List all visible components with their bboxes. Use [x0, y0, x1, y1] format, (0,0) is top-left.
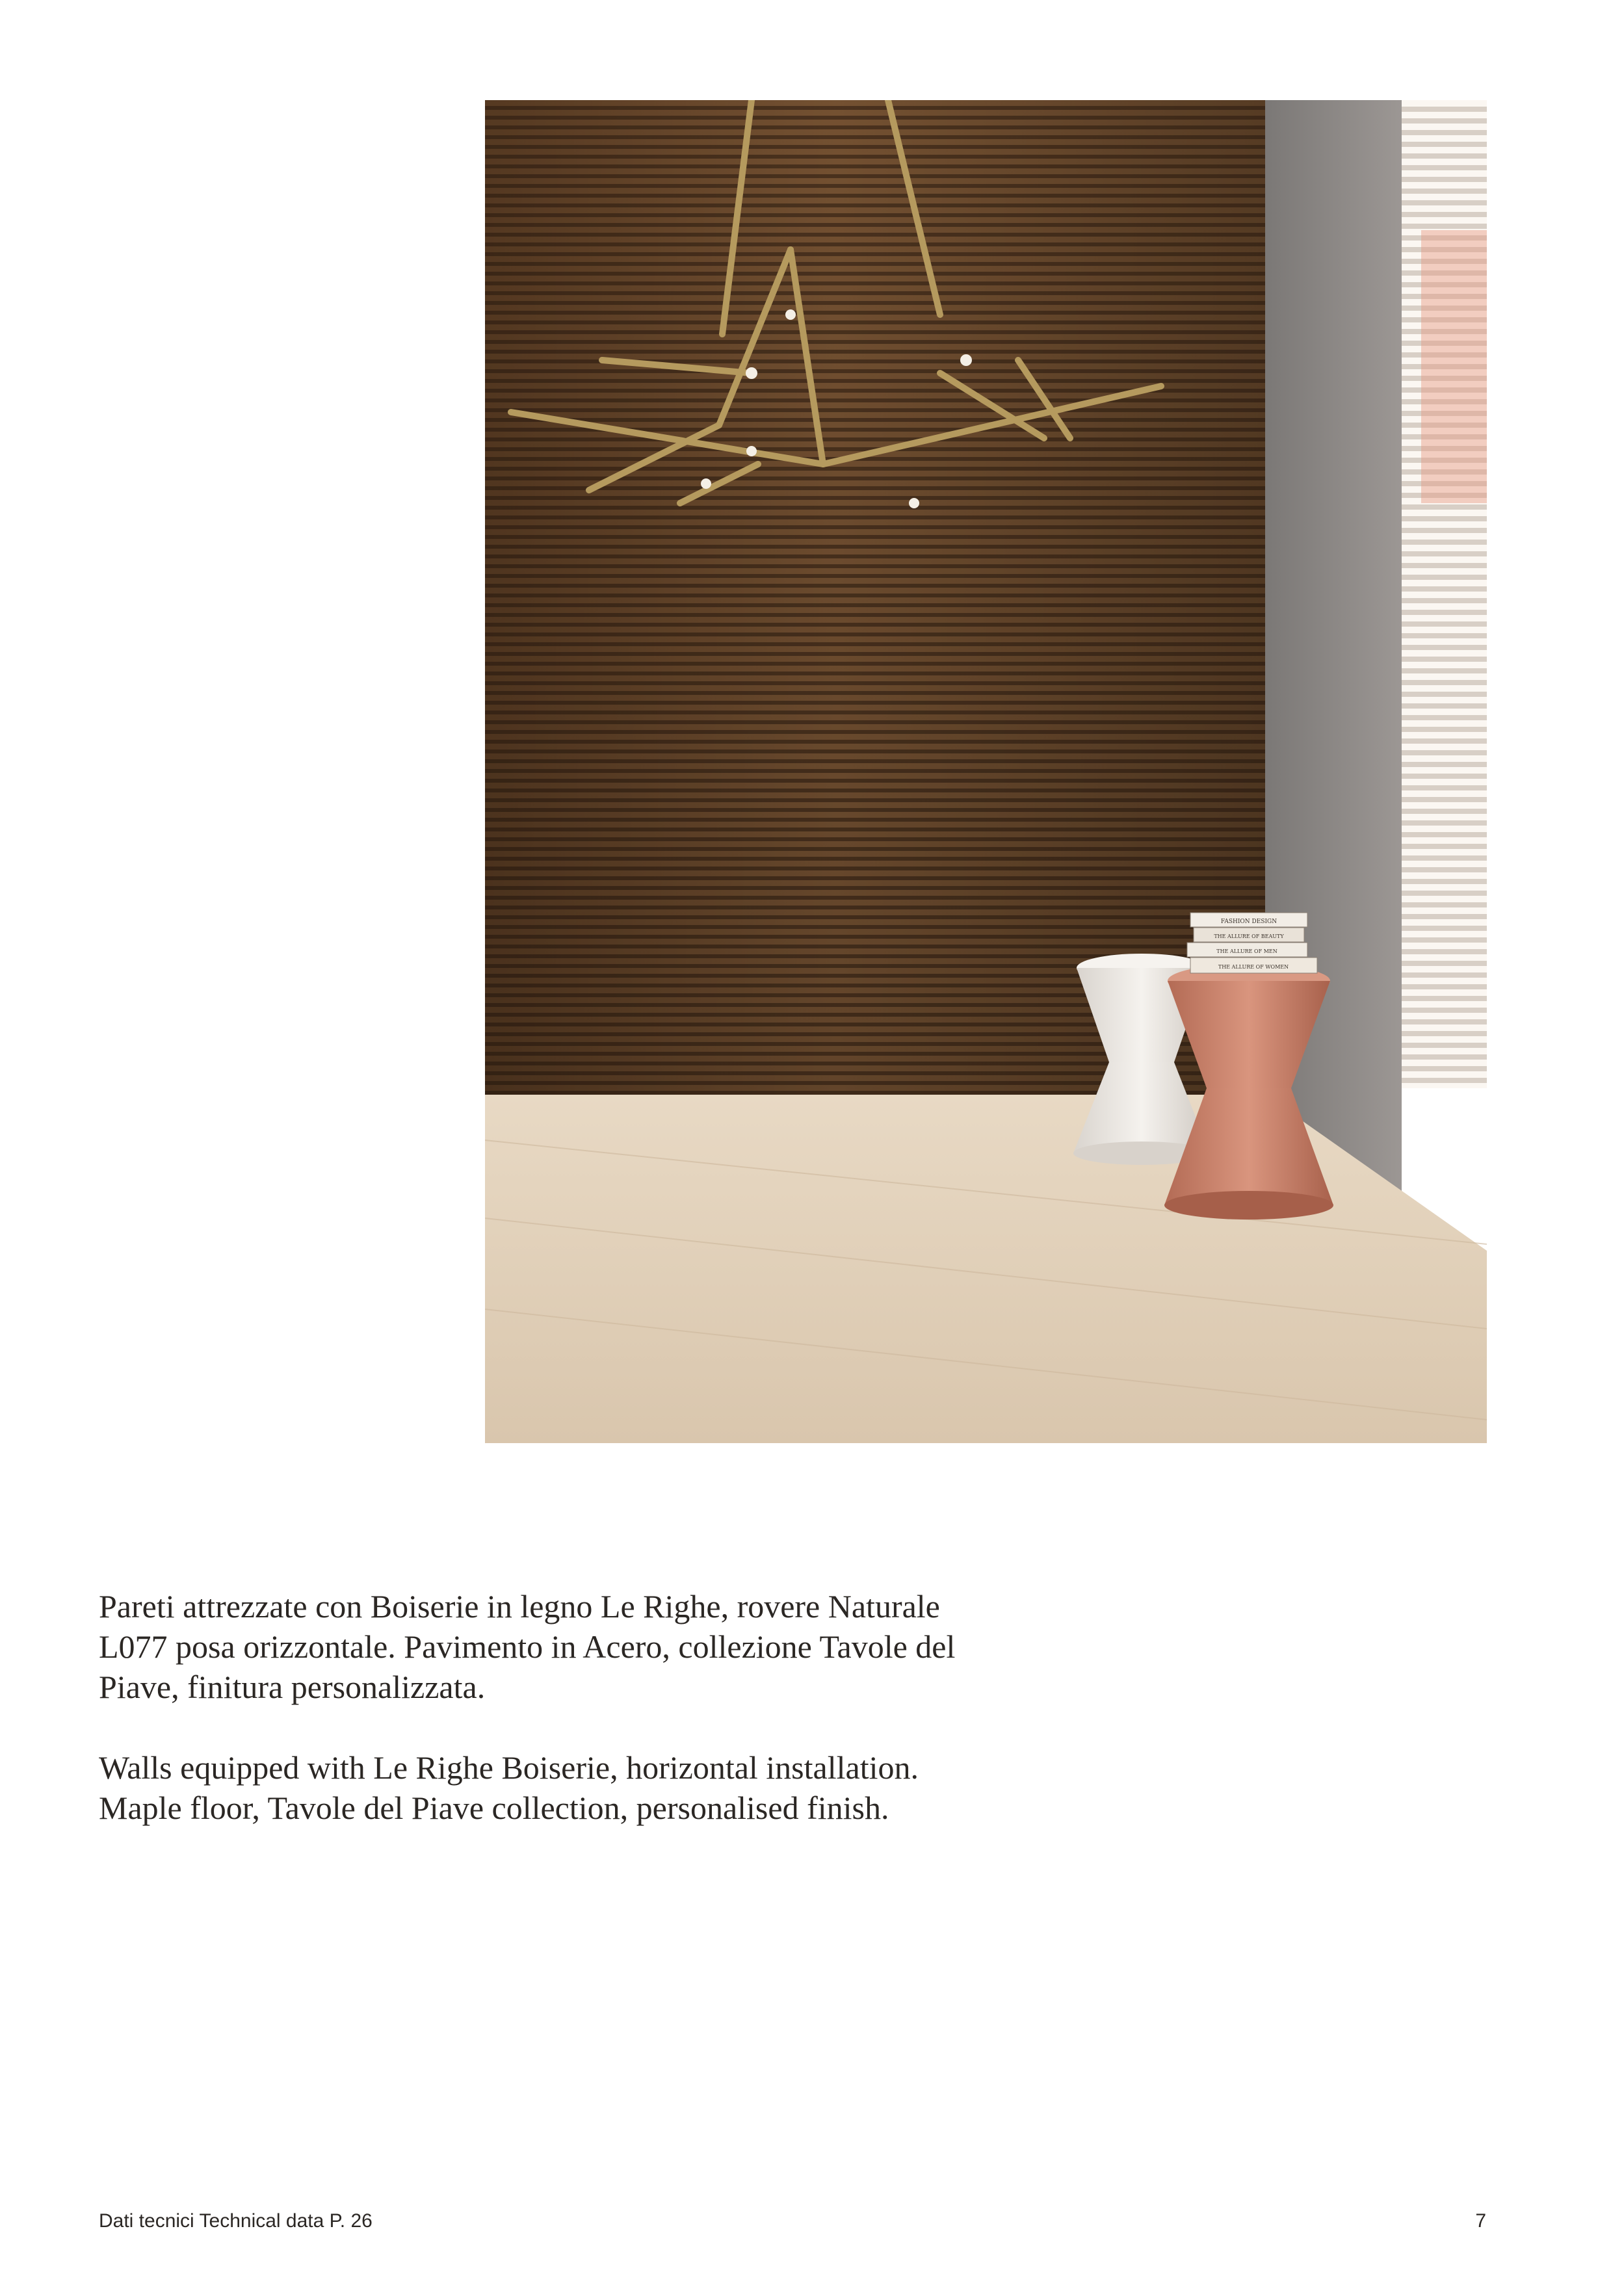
book-spine-3: THE ALLURE OF MEN — [1216, 948, 1277, 954]
book-spine-4: THE ALLURE OF WOMEN — [1218, 964, 1289, 970]
book-stack — [1187, 913, 1317, 973]
caption-italian: Pareti attrezzate con Boiserie in legno Le Righe, rovere Naturale L077 posa orizzontale. Pavimento in Acero, collezione Tavole del Piave, finitura personalizzata. — [99, 1588, 956, 1705]
book-spine-1: FASHION DESIGN — [1220, 919, 1277, 925]
maple-floor — [485, 1095, 1487, 1443]
page-number: 7 — [1475, 2210, 1486, 2232]
book-spine-2: THE ALLURE OF BEAUTY — [1214, 933, 1284, 939]
caption-english: Walls equipped with Le Righe Boiserie, horizontal installation. Maple floor, Tavole del Piave collection, personalised finish. — [99, 1749, 919, 1826]
caption-block — [99, 1586, 1113, 1868]
interior-photo — [485, 100, 1487, 1443]
technical-data-reference: Dati tecnici Technical data P. 26 — [99, 2210, 373, 2232]
